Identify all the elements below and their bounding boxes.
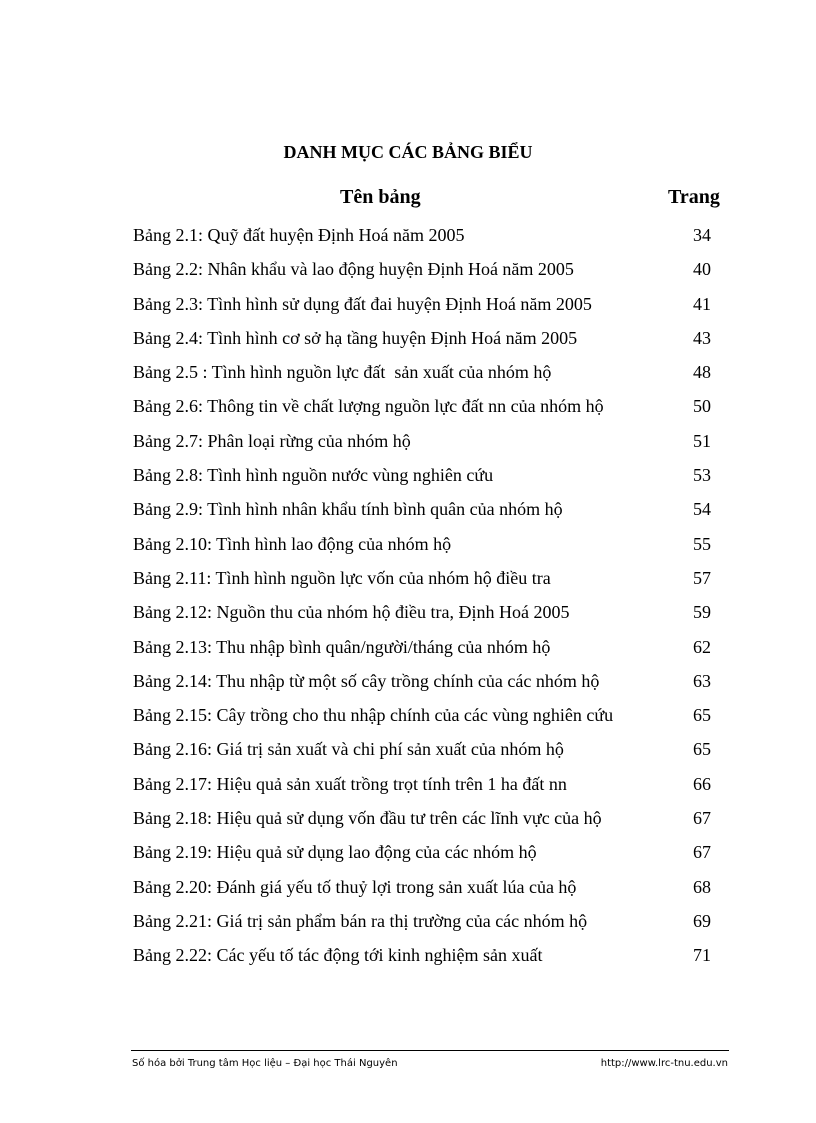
page-number: 59	[693, 602, 711, 623]
list-item[interactable]	[133, 698, 713, 732]
table-title: Bảng 2.21: Giá trị sản phẩm bán ra thị trường của các nhóm hộ	[133, 910, 588, 931]
table-title: Bảng 2.14: Thu nhập từ một số cây trồng chính của các nhóm hộ	[133, 670, 600, 691]
page-number: 50	[693, 396, 711, 417]
list-item[interactable]	[133, 355, 713, 389]
page-number: 66	[693, 773, 711, 794]
table-title: Bảng 2.22: Các yếu tố tác động tới kinh nghiệm sản xuất	[133, 945, 543, 966]
page-number: 54	[693, 499, 711, 520]
table-title: Bảng 2.19: Hiệu quả sử dụng lao động của các nhóm hộ	[133, 842, 537, 863]
page-number: 40	[693, 259, 711, 280]
list-item[interactable]	[133, 870, 713, 904]
page-number: 69	[693, 910, 711, 931]
footer-divider	[131, 1050, 729, 1051]
list-item[interactable]	[133, 287, 713, 321]
table-title: Bảng 2.18: Hiệu quả sử dụng vốn đầu tư trên các lĩnh vực của hộ	[133, 808, 602, 829]
table-title: Bảng 2.3: Tình hình sử dụng đất đai huyện Định Hoá năm 2005	[133, 293, 592, 314]
table-title: Bảng 2.1: Quỹ đất huyện Định Hoá năm 2005	[133, 225, 465, 245]
list-item[interactable]	[133, 801, 713, 835]
table-title: Bảng 2.15: Cây trồng cho thu nhập chính của các vùng nghiên cứu	[133, 705, 614, 726]
table-title: Bảng 2.17: Hiệu quả sản xuất trồng trọt tính trên 1 ha đất nn	[133, 773, 567, 794]
list-item[interactable]	[133, 595, 713, 629]
page-number: 62	[693, 636, 711, 657]
list-item[interactable]	[133, 938, 713, 972]
list-item[interactable]	[133, 218, 713, 252]
page-number: 34	[693, 225, 711, 245]
list-item[interactable]	[133, 561, 713, 595]
table-list	[133, 218, 713, 973]
table-title: Bảng 2.6: Thông tin về chất lượng nguồn lực đất nn của nhóm hộ	[133, 396, 604, 417]
column-header-page: Trang	[668, 186, 720, 208]
list-item[interactable]	[133, 321, 713, 355]
table-title: Bảng 2.7: Phân loại rừng của nhóm hộ	[133, 430, 411, 451]
page-number: 48	[693, 362, 711, 383]
table-title: Bảng 2.5 : Tình hình nguồn lực đất sản xuất của nhóm hộ	[133, 362, 552, 383]
page-number: 51	[693, 430, 711, 451]
list-item[interactable]	[133, 424, 713, 458]
page-number: 43	[693, 327, 711, 348]
page-number: 41	[693, 293, 711, 314]
table-title: Bảng 2.12: Nguồn thu của nhóm hộ điều tra, Định Hoá 2005	[133, 602, 570, 623]
list-item[interactable]	[133, 630, 713, 664]
list-item[interactable]	[133, 664, 713, 698]
list-item[interactable]	[133, 389, 713, 423]
page-number: 65	[693, 739, 711, 760]
list-item[interactable]	[133, 252, 713, 286]
table-title: Bảng 2.20: Đánh giá yếu tố thuỷ lợi trong sản xuất lúa của hộ	[133, 876, 577, 897]
list-item[interactable]	[133, 492, 713, 526]
list-item[interactable]	[133, 732, 713, 766]
list-item[interactable]	[133, 458, 713, 492]
table-title: Bảng 2.4: Tình hình cơ sở hạ tầng huyện Định Hoá năm 2005	[133, 327, 578, 348]
page-number: 53	[693, 465, 711, 486]
list-item[interactable]	[133, 904, 713, 938]
page-number: 57	[693, 567, 711, 588]
list-item[interactable]	[133, 835, 713, 869]
table-title: Bảng 2.13: Thu nhập bình quân/người/tháng của nhóm hộ	[133, 636, 551, 657]
page-number: 67	[693, 808, 711, 829]
page-title: DANH MỤC CÁC BẢNG BIỂU	[283, 142, 533, 162]
list-item[interactable]	[133, 527, 713, 561]
page-number: 68	[693, 876, 711, 897]
list-item[interactable]	[133, 767, 713, 801]
table-title: Bảng 2.9: Tình hình nhân khẩu tính bình quân của nhóm hộ	[133, 499, 563, 520]
page-number: 55	[693, 533, 711, 554]
table-title: Bảng 2.8: Tình hình nguồn nước vùng nghiên cứu	[133, 465, 494, 486]
table-title: Bảng 2.2: Nhân khẩu và lao động huyện Định Hoá năm 2005	[133, 259, 574, 280]
page-number: 67	[693, 842, 711, 863]
table-title: Bảng 2.11: Tình hình nguồn lực vốn của nhóm hộ điều tra	[133, 567, 551, 588]
page-number: 71	[693, 945, 711, 966]
column-header-table-name: Tên bảng	[340, 186, 421, 208]
table-title: Bảng 2.10: Tình hình lao động của nhóm hộ	[133, 533, 452, 554]
footer-credit: Số hóa bởi Trung tâm Học liệu – Đại học Thái Nguyên	[132, 1058, 398, 1069]
page-number: 65	[693, 705, 711, 726]
footer-url[interactable]: http://www.lrc-tnu.edu.vn	[600, 1058, 728, 1069]
page-number: 63	[693, 670, 711, 691]
table-title: Bảng 2.16: Giá trị sản xuất và chi phí sản xuất của nhóm hộ	[133, 739, 564, 760]
